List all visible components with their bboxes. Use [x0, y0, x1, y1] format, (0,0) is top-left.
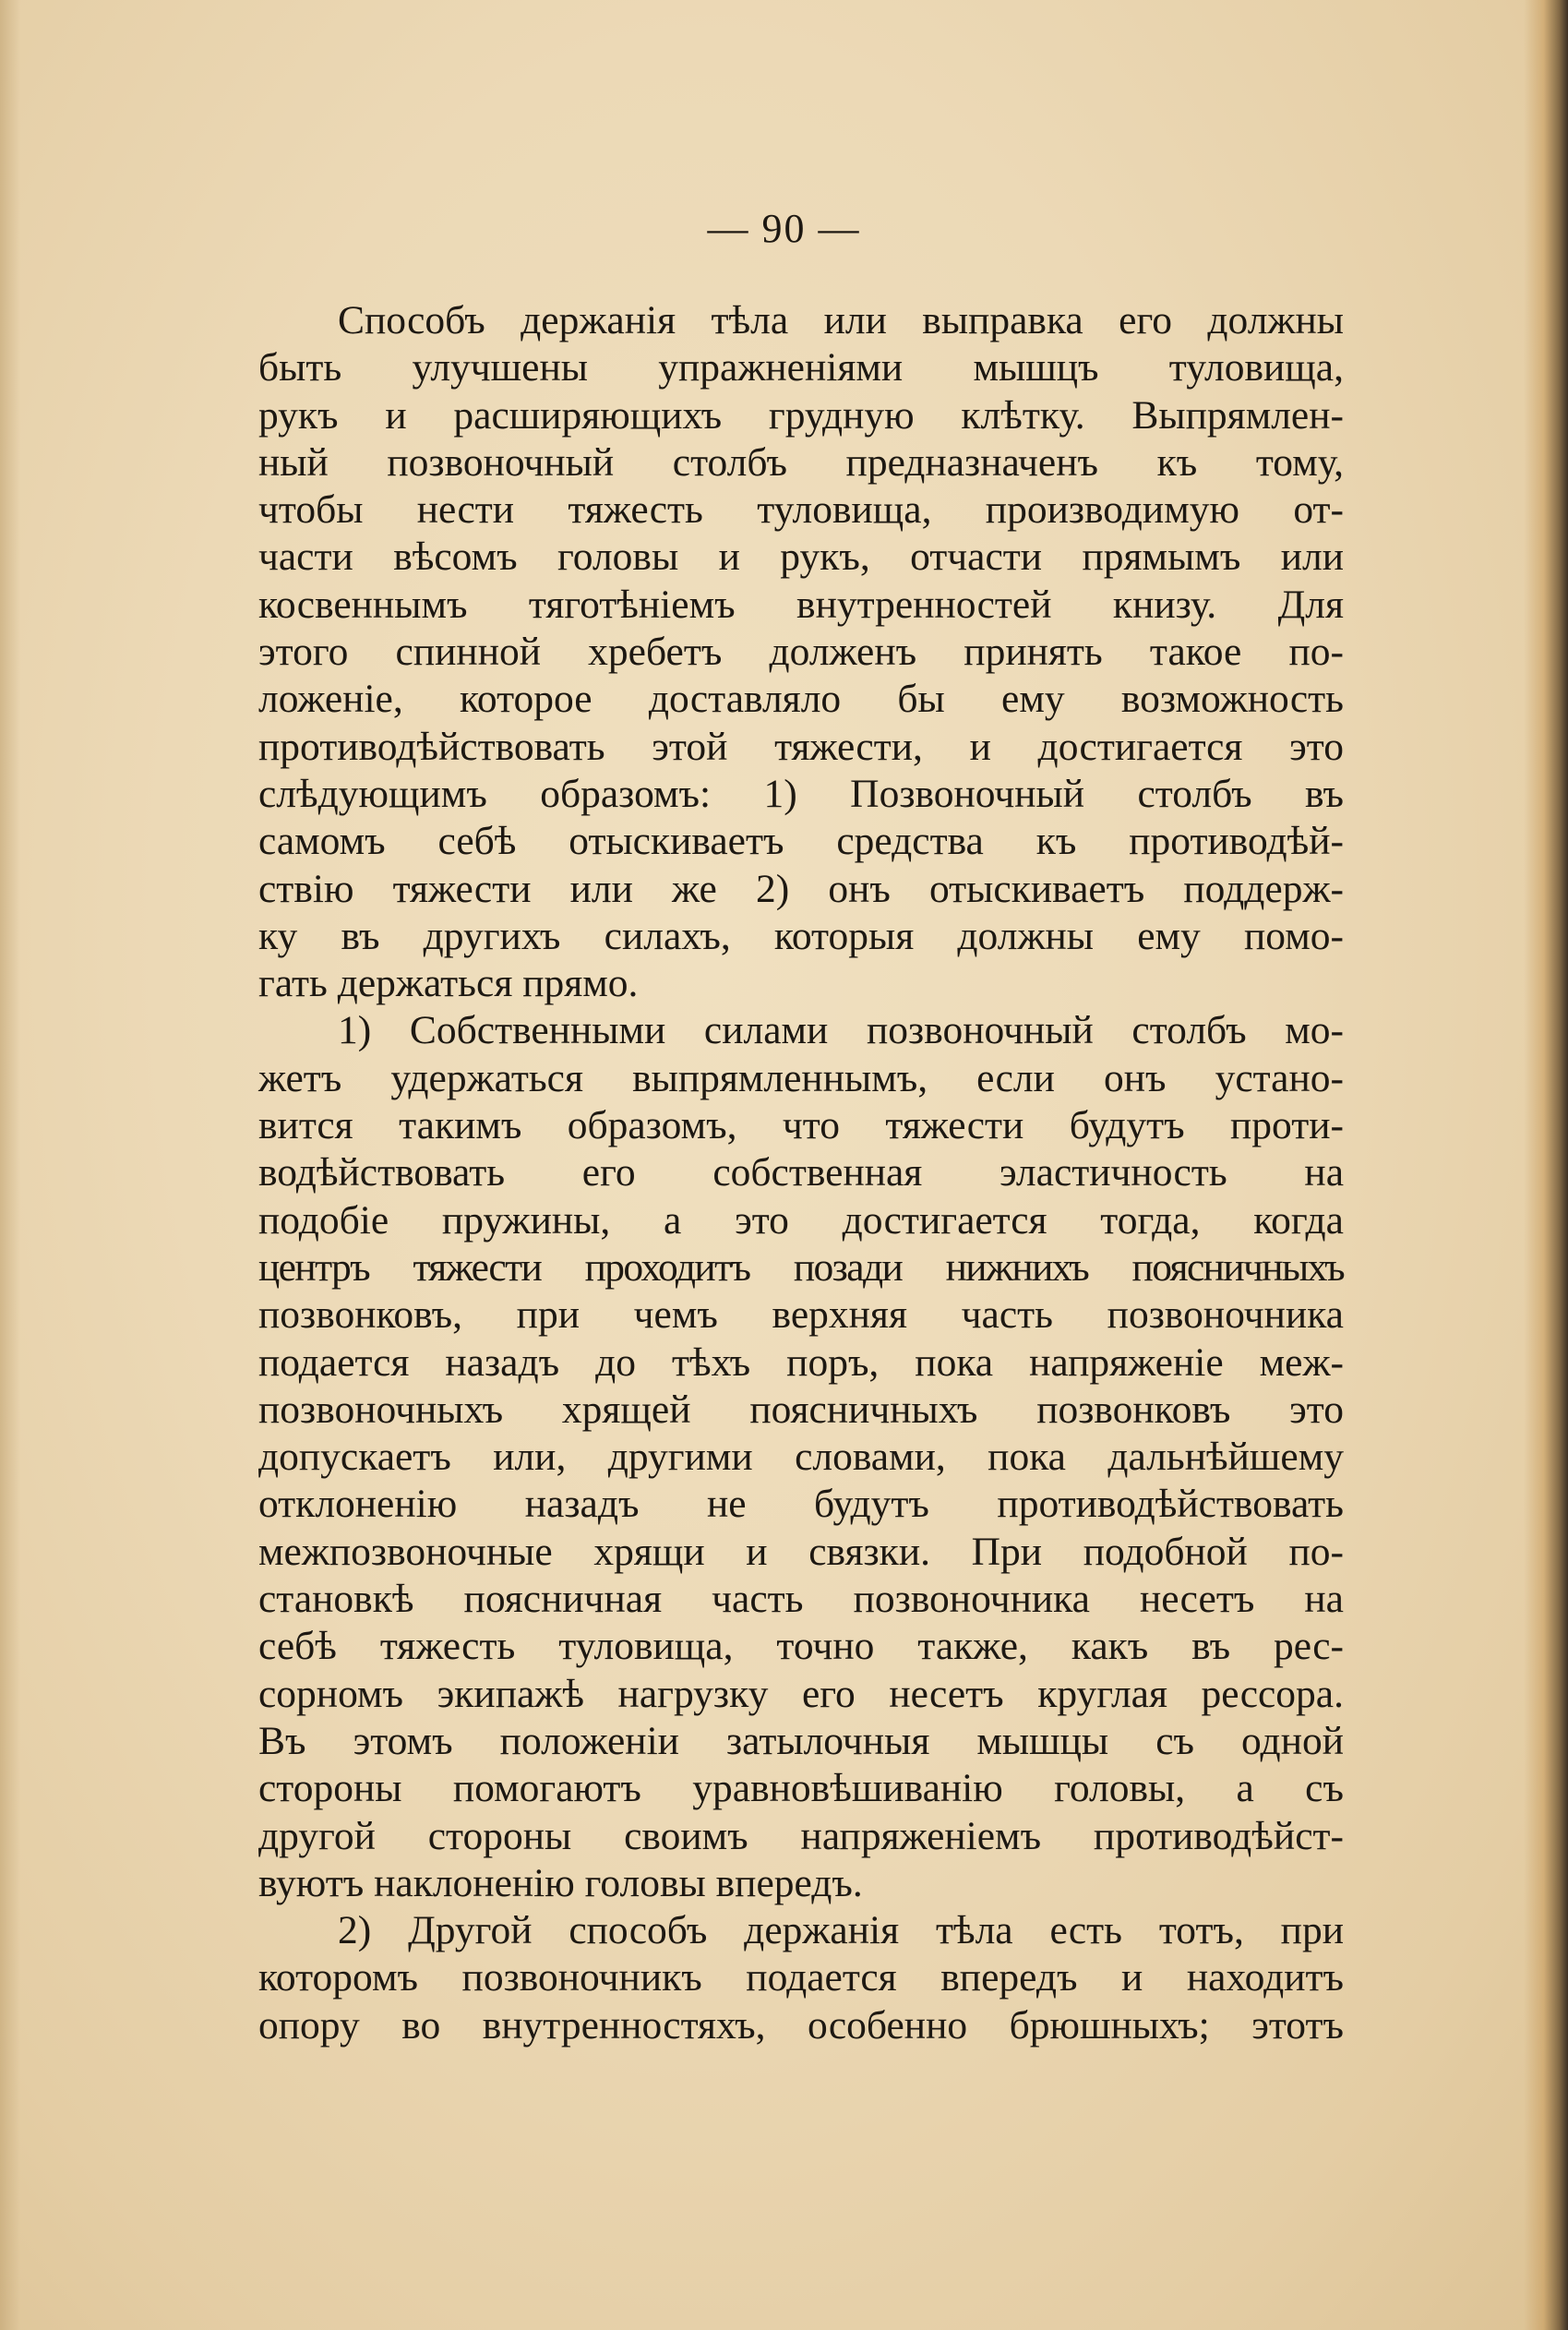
text-line: чтобы нести тяжесть туловища, производимую от- — [258, 487, 1344, 533]
text-line: 1) Собственными силами позвоночный столбъ мо- — [338, 1008, 1344, 1053]
text-line: ложеніе, которое доставляло бы ему возможность — [258, 677, 1344, 722]
text-line: центръ тяжести проходитъ позади нижнихъ поясничныхъ — [258, 1244, 1344, 1290]
text-line: сорномъ экипажѣ нагрузку его несетъ круглая рессора. — [258, 1671, 1344, 1716]
text-line: отклоненію назадъ не будутъ противодѣйствовать — [258, 1482, 1344, 1527]
body-text — [258, 297, 1344, 2049]
page-number: — 90 — — [707, 206, 861, 251]
text-line: позвонковъ, при чемъ верхняя часть позвоночника — [258, 1292, 1344, 1338]
text-line: межпозвоночные хрящи и связки. При подобной по- — [258, 1529, 1344, 1574]
text-line: косвеннымъ тяготѣніемъ внутренностей книзу. Для — [258, 582, 1344, 627]
text-line: стороны помогаютъ уравновѣшиванію головы, а съ — [258, 1766, 1344, 1811]
text-line: быть улучшены упражненіями мышцъ туловища, — [258, 345, 1344, 390]
text-line: рукъ и расширяющихъ грудную клѣтку. Выпрямлен- — [258, 392, 1344, 438]
text-line: Способъ держанія тѣла или выправка его должны — [338, 298, 1344, 342]
text-line: которомъ позвоночникъ подается впередъ и находитъ — [258, 1955, 1344, 2000]
text-line: жетъ удержаться выпрямленнымъ, если онъ устано- — [258, 1055, 1344, 1100]
text-line: ный позвоночный столбъ предназначенъ къ тому, — [258, 439, 1344, 485]
text-line: подается назадъ до тѣхъ поръ, пока напряженіе меж- — [258, 1339, 1344, 1385]
text-line: допускаетъ или, другими словами, пока дальнѣйшему — [258, 1435, 1344, 1480]
text-line: вуютъ наклоненію головы впередъ. — [258, 1860, 863, 1905]
text-line: позвоночныхъ хрящей поясничныхъ позвонковъ это — [258, 1387, 1344, 1432]
text-line: гать держаться прямо. — [258, 961, 639, 1006]
text-line: самомъ себѣ отыскиваетъ средства къ противодѣй- — [258, 819, 1344, 864]
page-left-shadow — [0, 0, 20, 2330]
text-line: становкѣ поясничная часть позвоночника несетъ на — [258, 1577, 1344, 1622]
text-line: водѣйствовать его собственная эластичность на — [258, 1150, 1344, 1195]
text-line: подобіе пружины, а это достигается тогда, когда — [258, 1197, 1344, 1243]
text-line: себѣ тяжесть туловища, точно также, какъ въ рес- — [258, 1624, 1344, 1669]
text-line: 2) Другой способъ держанія тѣла есть тотъ, при — [338, 1908, 1344, 1953]
text-line: ствію тяжести или же 2) онъ отыскиваетъ поддерж- — [258, 866, 1344, 911]
text-line: Въ этомъ положеніи затылочныя мышцы съ одной — [258, 1718, 1344, 1763]
page-right-edge — [1524, 0, 1568, 2330]
text-line: слѣдующимъ образомъ: 1) Позвоночный столбъ въ — [258, 771, 1344, 816]
text-line: части вѣсомъ головы и рукъ, отчасти прямымъ или — [258, 534, 1344, 580]
text-line: опору во внутренностяхъ, особенно брюшныхъ; этотъ — [258, 2002, 1344, 2048]
text-line: ку въ другихъ силахъ, которыя должны ему помо- — [258, 913, 1344, 958]
text-line: вится такимъ образомъ, что тяжести будутъ проти- — [258, 1103, 1344, 1148]
text-line: другой стороны своимъ напряженіемъ противодѣйст- — [258, 1813, 1344, 1858]
text-line: этого спинной хребетъ долженъ принять такое по- — [258, 630, 1344, 675]
text-line: противодѣйствовать этой тяжести, и достигается это — [258, 724, 1344, 769]
